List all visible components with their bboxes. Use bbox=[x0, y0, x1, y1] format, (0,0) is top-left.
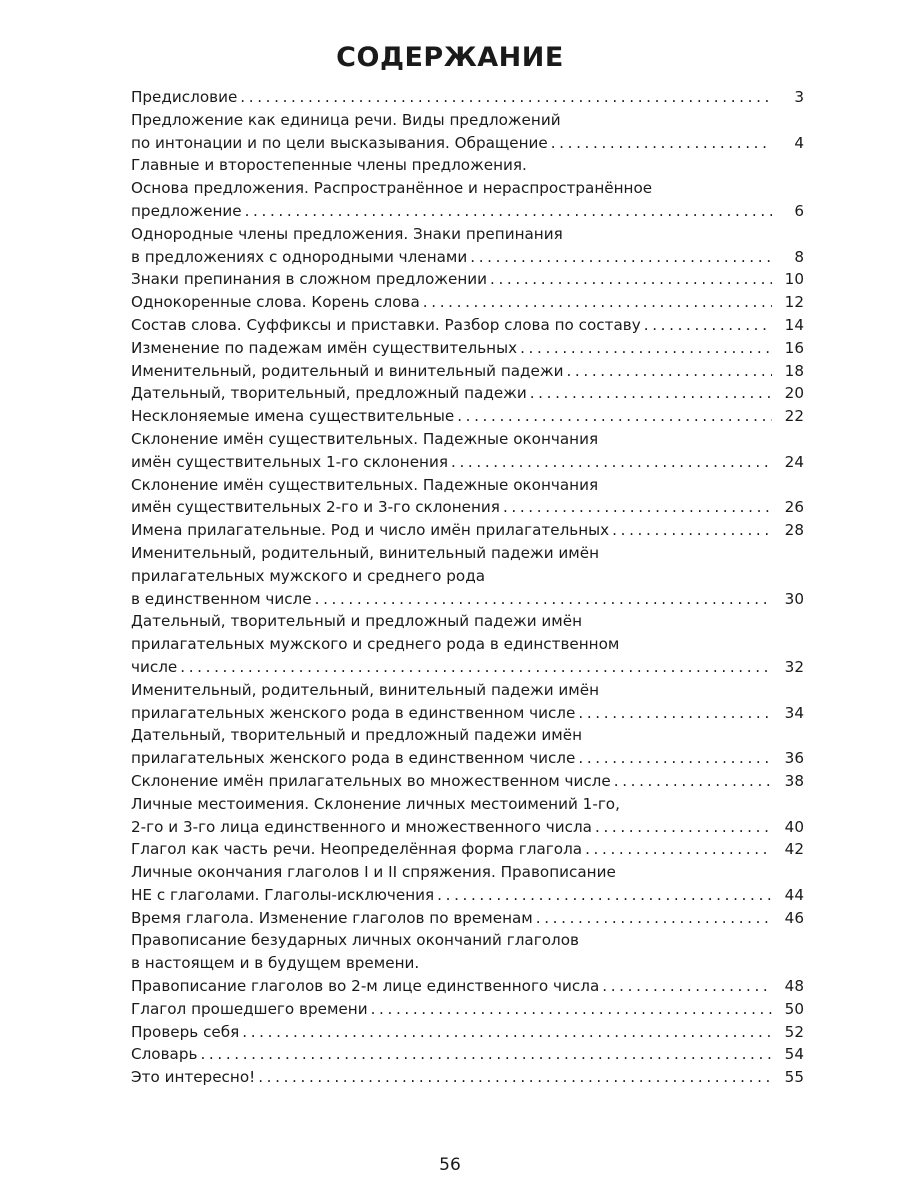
toc-entry bbox=[131, 998, 804, 1021]
toc-page-number: 44 bbox=[784, 885, 804, 904]
toc-entry bbox=[131, 86, 804, 109]
toc-entry bbox=[131, 1021, 804, 1044]
toc-entry-text: Дательный, творительный и предложный падежи имён bbox=[131, 726, 583, 745]
toc-entry-text: Склонение имён прилагательных во множественном числе bbox=[131, 771, 611, 790]
dot-leader bbox=[258, 1066, 772, 1089]
toc-page-number: 8 bbox=[794, 247, 804, 266]
toc-entry-text: НЕ с глаголами. Глаголы-исключения bbox=[131, 885, 435, 904]
toc-entry bbox=[131, 268, 804, 291]
toc-line bbox=[131, 838, 804, 861]
toc-page-number: 22 bbox=[784, 407, 804, 426]
toc-page-number: 36 bbox=[784, 749, 804, 768]
toc-page-number: 34 bbox=[784, 703, 804, 722]
toc-line bbox=[131, 1066, 804, 1089]
toc-entry bbox=[131, 405, 804, 428]
toc-line bbox=[131, 268, 804, 291]
dot-leader bbox=[566, 360, 772, 383]
toc-page-number: 24 bbox=[784, 452, 804, 471]
toc-page-number: 3 bbox=[794, 88, 804, 106]
toc-entry bbox=[131, 724, 804, 770]
toc-line bbox=[131, 907, 804, 930]
toc-entry-text: Предложение как единица речи. Виды предложений bbox=[131, 110, 561, 129]
dot-leader bbox=[315, 588, 772, 611]
dot-leader bbox=[240, 86, 772, 109]
toc-entry bbox=[131, 610, 804, 678]
toc-entry-text: Состав слова. Суффиксы и приставки. Разбор слова по составу bbox=[131, 315, 641, 334]
toc-line bbox=[131, 291, 804, 314]
toc-line bbox=[131, 861, 804, 884]
toc-page-number: 38 bbox=[784, 771, 804, 790]
toc-line bbox=[131, 565, 804, 588]
toc-entry bbox=[131, 770, 804, 793]
toc-entry-text: Дательный, творительный и предложный падежи имён bbox=[131, 612, 583, 631]
toc-line bbox=[131, 588, 804, 611]
toc-entry bbox=[131, 428, 804, 474]
toc-line bbox=[131, 314, 804, 337]
dot-leader bbox=[520, 337, 772, 360]
toc-page-number: 6 bbox=[794, 201, 804, 220]
toc-line bbox=[131, 405, 804, 428]
toc-entry-text: Это интересно! bbox=[131, 1068, 256, 1087]
toc-line bbox=[131, 793, 804, 816]
toc-entry bbox=[131, 907, 804, 930]
dot-leader bbox=[490, 268, 772, 291]
dot-leader bbox=[423, 291, 772, 314]
toc-line bbox=[131, 656, 804, 679]
toc-page-number: 14 bbox=[784, 315, 804, 334]
toc-page-number: 18 bbox=[784, 361, 804, 380]
toc-entry bbox=[131, 1066, 804, 1089]
toc-entry bbox=[131, 679, 804, 725]
toc-page-number: 12 bbox=[784, 293, 804, 312]
dot-leader bbox=[437, 884, 772, 907]
toc-entry bbox=[131, 382, 804, 405]
toc-entry bbox=[131, 314, 804, 337]
toc-line bbox=[131, 816, 804, 839]
table-of-contents bbox=[131, 86, 804, 1089]
toc-entry-text: имён существительных 2-го и 3-го склонения bbox=[131, 498, 500, 517]
toc-entry-text: прилагательных мужского и среднего рода в единственном bbox=[131, 635, 620, 654]
toc-entry-text: Именительный, родительный, винительный падежи имён bbox=[131, 543, 600, 562]
toc-entry bbox=[131, 337, 804, 360]
dot-leader bbox=[470, 246, 772, 269]
toc-line bbox=[131, 246, 804, 269]
dot-leader bbox=[614, 770, 772, 793]
toc-entry-text: 2-го и 3-го лица единственного и множественного числа bbox=[131, 817, 592, 836]
toc-entry-text: Склонение имён существительных. Падежные окончания bbox=[131, 429, 599, 448]
toc-line bbox=[131, 770, 804, 793]
dot-leader bbox=[503, 496, 772, 519]
toc-entry bbox=[131, 154, 804, 222]
toc-entry-text: по интонации и по цели высказывания. Обращение bbox=[131, 133, 548, 152]
toc-line bbox=[131, 496, 804, 519]
toc-page-number: 46 bbox=[784, 908, 804, 927]
toc-entry-text: Главные и второстепенные члены предложения. bbox=[131, 156, 527, 175]
toc-line bbox=[131, 998, 804, 1021]
toc-page-number: 4 bbox=[794, 133, 804, 152]
toc-line bbox=[131, 337, 804, 360]
toc-line bbox=[131, 724, 804, 747]
toc-entry bbox=[131, 360, 804, 383]
toc-page-number: 55 bbox=[784, 1068, 804, 1087]
toc-entry-text: Личные окончания глаголов I и II спряжения. Правописание bbox=[131, 863, 616, 882]
toc-line bbox=[131, 428, 804, 451]
dot-leader bbox=[585, 838, 772, 861]
dot-leader bbox=[602, 975, 772, 998]
dot-leader bbox=[578, 702, 772, 725]
toc-entry-text: в предложениях с однородными членами bbox=[131, 247, 468, 266]
toc-entry bbox=[131, 474, 804, 520]
toc-page-number: 50 bbox=[784, 999, 804, 1018]
toc-entry-text: Именительный, родительный и винительный падежи bbox=[131, 361, 564, 380]
toc-entry-text: Правописание безударных личных окончаний глаголов bbox=[131, 931, 579, 950]
toc-entry bbox=[131, 542, 804, 610]
dot-leader bbox=[180, 656, 772, 679]
dot-leader bbox=[200, 1043, 772, 1066]
toc-line bbox=[131, 200, 804, 223]
toc-entry-text: Склонение имён существительных. Падежные окончания bbox=[131, 475, 599, 494]
toc-line bbox=[131, 86, 804, 109]
toc-entry-text: Предисловие bbox=[131, 88, 238, 106]
toc-page-number: 16 bbox=[784, 338, 804, 357]
dot-leader bbox=[371, 998, 772, 1021]
toc-line bbox=[131, 747, 804, 770]
dot-leader bbox=[595, 816, 772, 839]
dot-leader bbox=[530, 382, 772, 405]
dot-leader bbox=[578, 747, 772, 770]
dot-leader bbox=[457, 405, 772, 428]
toc-entry-text: в единственном числе bbox=[131, 589, 312, 608]
toc-line bbox=[131, 975, 804, 998]
toc-page-number: 40 bbox=[784, 817, 804, 836]
toc-entry-text: Глагол прошедшего времени bbox=[131, 999, 368, 1018]
toc-entry-text: Время глагола. Изменение глаголов по временам bbox=[131, 908, 533, 927]
toc-entry-text: Изменение по падежам имён существительных bbox=[131, 338, 518, 357]
toc-line bbox=[131, 610, 804, 633]
toc-entry bbox=[131, 1043, 804, 1066]
toc-entry-text: Однородные члены предложения. Знаки препинания bbox=[131, 224, 563, 243]
toc-entry bbox=[131, 519, 804, 542]
toc-page-number: 26 bbox=[784, 498, 804, 517]
toc-entry-text: Словарь bbox=[131, 1045, 198, 1064]
dot-leader bbox=[551, 132, 772, 155]
toc-page-number: 32 bbox=[784, 657, 804, 676]
toc-line bbox=[131, 702, 804, 725]
toc-line bbox=[131, 929, 804, 952]
toc-page-number: 52 bbox=[784, 1022, 804, 1041]
toc-line bbox=[131, 382, 804, 405]
toc-line bbox=[131, 633, 804, 656]
toc-line bbox=[131, 451, 804, 474]
toc-line bbox=[131, 474, 804, 497]
toc-line bbox=[131, 223, 804, 246]
toc-line bbox=[131, 132, 804, 155]
toc-entry bbox=[131, 838, 804, 861]
dot-leader bbox=[612, 519, 772, 542]
toc-entry-text: Однокоренные слова. Корень слова bbox=[131, 293, 420, 312]
dot-leader bbox=[536, 907, 772, 930]
toc-entry-text: Проверь себя bbox=[131, 1022, 240, 1041]
toc-line bbox=[131, 109, 804, 132]
toc-entry bbox=[131, 291, 804, 314]
toc-entry-text: числе bbox=[131, 657, 178, 676]
dot-leader bbox=[245, 200, 772, 223]
toc-line bbox=[131, 1021, 804, 1044]
toc-entry-text: Знаки препинания в сложном предложении bbox=[131, 270, 487, 289]
toc-line bbox=[131, 360, 804, 383]
toc-entry-text: Личные местоимения. Склонение личных местоимений 1-го, bbox=[131, 794, 620, 813]
toc-line bbox=[131, 884, 804, 907]
toc-page-number: 42 bbox=[784, 840, 804, 859]
toc-entry-text: Глагол как часть речи. Неопределённая форма глагола bbox=[131, 840, 583, 859]
toc-entry bbox=[131, 793, 804, 839]
toc-page-number: 54 bbox=[784, 1045, 804, 1064]
toc-page-number: 48 bbox=[784, 977, 804, 996]
page-number: 56 bbox=[439, 1155, 461, 1175]
toc-entry bbox=[131, 109, 804, 155]
toc-entry-text: Правописание глаголов во 2-м лице единственного числа bbox=[131, 977, 600, 996]
toc-entry-text: имён существительных 1-го склонения bbox=[131, 452, 448, 471]
toc-line bbox=[131, 154, 804, 177]
toc-entry bbox=[131, 861, 804, 907]
toc-line bbox=[131, 679, 804, 702]
dot-leader bbox=[451, 451, 772, 474]
toc-entry-text: Несклоняемые имена существительные bbox=[131, 407, 455, 426]
toc-page-number: 28 bbox=[784, 521, 804, 540]
toc-line bbox=[131, 1043, 804, 1066]
toc-page-number: 20 bbox=[784, 384, 804, 403]
toc-entry-text: Основа предложения. Распространённое и нераспространённое bbox=[131, 179, 653, 198]
page-title: СОДЕРЖАНИЕ bbox=[336, 42, 564, 73]
dot-leader bbox=[242, 1021, 772, 1044]
toc-entry-text: предложение bbox=[131, 201, 242, 220]
toc-entry-text: прилагательных женского рода в единственном числе bbox=[131, 749, 576, 768]
toc-entry-text: Именительный, родительный, винительный падежи имён bbox=[131, 680, 600, 699]
toc-entry bbox=[131, 223, 804, 269]
toc-entry-text: прилагательных женского рода в единственном числе bbox=[131, 703, 576, 722]
toc-page-number: 30 bbox=[784, 589, 804, 608]
toc-line bbox=[131, 177, 804, 200]
toc-entry-text: в настоящем и в будущем времени. bbox=[131, 954, 420, 973]
dot-leader bbox=[644, 314, 772, 337]
toc-entry-text: Имена прилагательные. Род и число имён прилагательных bbox=[131, 521, 610, 540]
toc-line bbox=[131, 519, 804, 542]
toc-entry-text: прилагательных мужского и среднего рода bbox=[131, 566, 486, 585]
toc-entry bbox=[131, 929, 804, 997]
toc-entry-text: Дательный, творительный, предложный падежи bbox=[131, 384, 527, 403]
toc-line bbox=[131, 542, 804, 565]
toc-page-number: 10 bbox=[784, 270, 804, 289]
toc-line bbox=[131, 952, 804, 975]
